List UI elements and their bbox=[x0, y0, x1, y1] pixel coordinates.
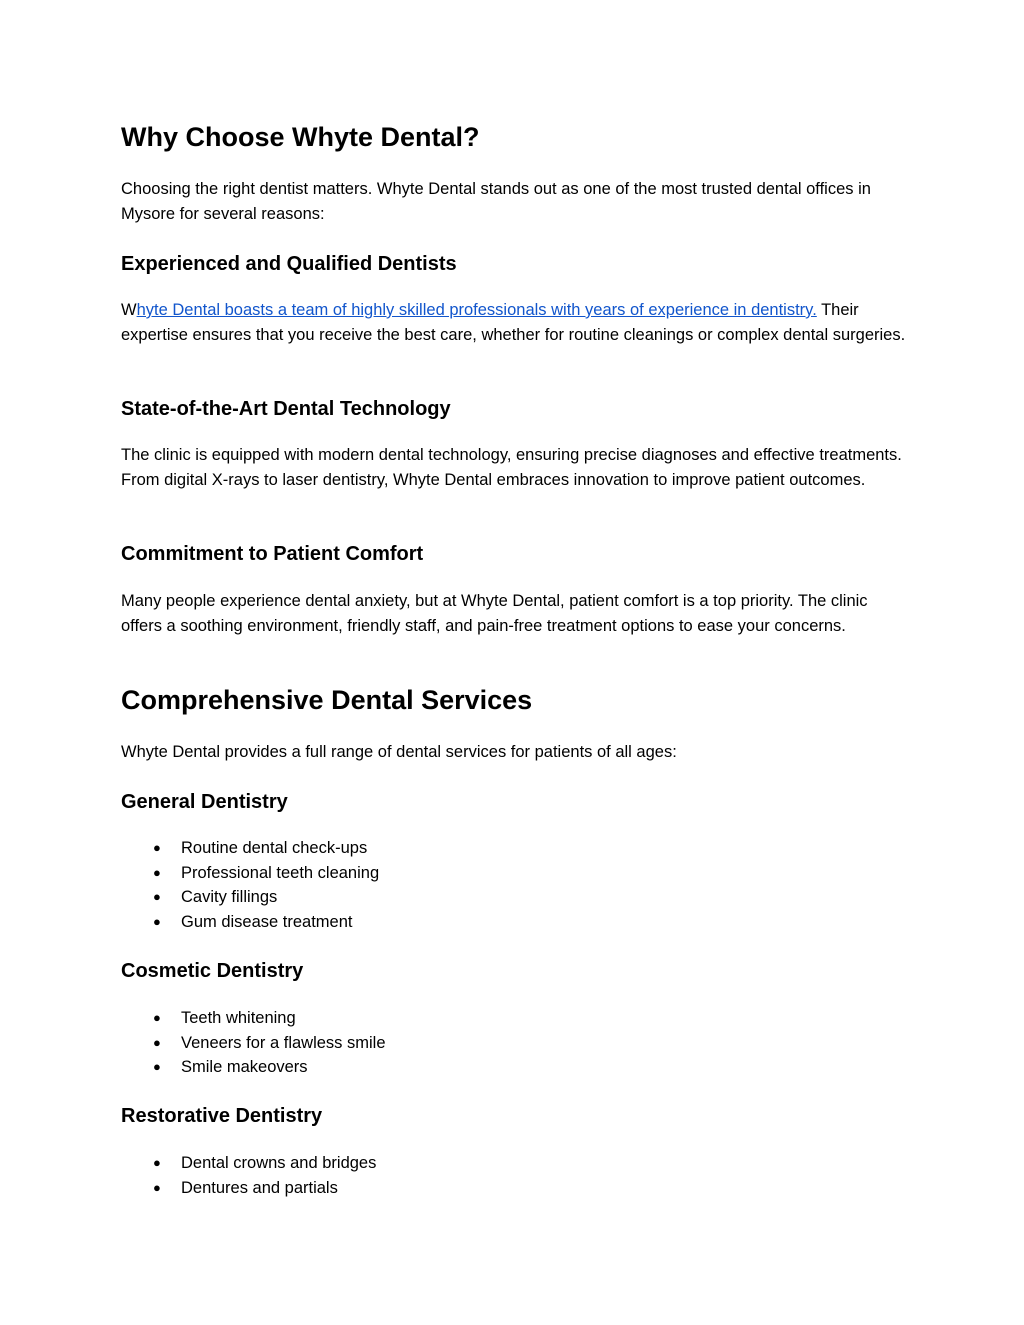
list-item-text: Gum disease treatment bbox=[181, 912, 353, 931]
comfort-paragraph: Many people experience dental anxiety, but at Whyte Dental, patient comfort is a top priority. The clinic offers a soothing environment, friendly staff, and pain-free treatment options to ease your concerns. bbox=[121, 592, 868, 635]
general-dentistry-list bbox=[121, 836, 379, 934]
section-title-services: Comprehensive Dental Services bbox=[121, 685, 533, 715]
bullet-icon: ● bbox=[153, 1059, 161, 1074]
technology-paragraph: The clinic is equipped with modern dental technology, ensuring precise diagnoses and effective treatments. From digital X-rays to laser dentistry, Whyte Dental embraces innovation to improve patient outcomes. bbox=[121, 446, 902, 489]
list-item-text: Routine dental check-ups bbox=[181, 839, 368, 857]
list-item bbox=[121, 836, 379, 861]
bullet-icon: ● bbox=[153, 840, 161, 855]
bullet-icon: ● bbox=[153, 1155, 161, 1170]
bullet-icon: ● bbox=[153, 1010, 161, 1025]
section-title-why-choose: Why Choose Whyte Dental? bbox=[121, 122, 480, 152]
list-item-text: Teeth whitening bbox=[181, 1009, 296, 1027]
list-item-text: Dental crowns and bridges bbox=[181, 1154, 377, 1172]
experience-link[interactable]: hyte Dental boasts a team of highly skilled professionals with years of experience in dentistry. bbox=[136, 301, 817, 319]
first-letter: W bbox=[121, 301, 137, 319]
list-item bbox=[121, 910, 379, 935]
intro-paragraph: Choosing the right dentist matters. Whyte Dental stands out as one of the most trusted dental offices in Mysore for several reasons: bbox=[121, 180, 871, 223]
cosmetic-dentistry-list bbox=[121, 1006, 386, 1080]
restorative-dentistry-list bbox=[121, 1151, 376, 1200]
heading-experienced-dentists: Experienced and Qualified Dentists bbox=[121, 253, 457, 275]
list-item bbox=[121, 885, 379, 910]
services-intro-paragraph: Whyte Dental provides a full range of dental services for patients of all ages: bbox=[121, 743, 677, 761]
heading-restorative-dentistry: Restorative Dentistry bbox=[121, 1105, 323, 1127]
bullet-icon: ● bbox=[153, 889, 161, 904]
list-item bbox=[121, 1055, 386, 1080]
list-item-text: Veneers for a flawless smile bbox=[181, 1033, 386, 1052]
list-item bbox=[121, 861, 379, 886]
heading-patient-comfort: Commitment to Patient Comfort bbox=[121, 543, 424, 565]
bullet-icon: ● bbox=[153, 1179, 161, 1195]
bullet-icon: ● bbox=[153, 1034, 161, 1050]
list-item bbox=[121, 1151, 376, 1176]
list-item-text: Smile makeovers bbox=[181, 1058, 308, 1076]
list-item bbox=[121, 1006, 386, 1031]
list-item-text: Dentures and partials bbox=[181, 1178, 338, 1197]
experienced-paragraph bbox=[121, 298, 911, 347]
experienced-rest: Their expertise ensures that you receive the best care, whether for routine cleanings or complex dental surgeries. bbox=[121, 301, 906, 344]
heading-cosmetic-dentistry: Cosmetic Dentistry bbox=[121, 960, 304, 982]
bullet-icon: ● bbox=[153, 913, 161, 929]
list-item-text: Professional teeth cleaning bbox=[181, 863, 380, 882]
bullet-icon: ● bbox=[153, 864, 161, 880]
list-item-text: Cavity fillings bbox=[181, 888, 278, 906]
list-item bbox=[121, 1176, 376, 1201]
heading-general-dentistry: General Dentistry bbox=[121, 791, 288, 813]
list-item bbox=[121, 1031, 386, 1056]
heading-dental-technology: State-of-the-Art Dental Technology bbox=[121, 398, 451, 420]
